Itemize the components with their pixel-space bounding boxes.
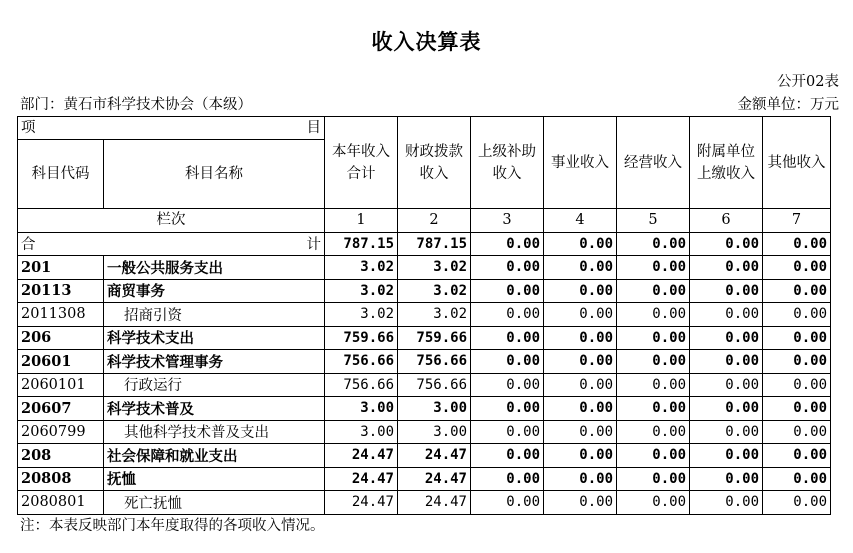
table-header (18, 117, 831, 256)
row-value-7: 0.00 (763, 326, 831, 350)
row-value-6: 0.00 (690, 256, 763, 280)
table-row (18, 444, 831, 468)
row-value-7: 0.00 (763, 491, 831, 515)
row-name: 科学技术管理事务 (104, 350, 325, 374)
row-value-1: 759.66 (325, 326, 398, 350)
row-value-7: 0.00 (763, 420, 831, 444)
header-col-2: 财政拨款收入 (398, 117, 471, 209)
header-xiang: 项 (21, 120, 36, 136)
row-code: 201 (18, 256, 104, 280)
row-value-6: 0.00 (690, 326, 763, 350)
total-value-7: 0.00 (763, 232, 831, 256)
row-value-6: 0.00 (690, 420, 763, 444)
row-value-1: 3.02 (325, 303, 398, 327)
row-code: 20808 (18, 467, 104, 491)
row-value-6: 0.00 (690, 350, 763, 374)
row-value-1: 756.66 (325, 373, 398, 397)
row-code: 206 (18, 326, 104, 350)
row-value-1: 24.47 (325, 444, 398, 468)
row-value-5: 0.00 (617, 326, 690, 350)
row-value-1: 24.47 (325, 491, 398, 515)
row-value-4: 0.00 (544, 326, 617, 350)
row-name: 行政运行 (104, 373, 325, 397)
row-value-1: 24.47 (325, 467, 398, 491)
row-value-5: 0.00 (617, 397, 690, 421)
row-value-7: 0.00 (763, 350, 831, 374)
row-value-7: 0.00 (763, 303, 831, 327)
col-num-3: 3 (471, 209, 544, 233)
row-name: 一般公共服务支出 (104, 256, 325, 280)
row-value-3: 0.00 (471, 303, 544, 327)
table-row (18, 303, 831, 327)
col-num-7: 7 (763, 209, 831, 233)
row-value-7: 0.00 (763, 444, 831, 468)
total-value-6: 0.00 (690, 232, 763, 256)
row-value-2: 3.02 (398, 303, 471, 327)
row-value-1: 3.00 (325, 397, 398, 421)
row-value-4: 0.00 (544, 256, 617, 280)
header-name: 科目名称 (104, 140, 325, 209)
row-value-7: 0.00 (763, 467, 831, 491)
header-col-7: 其他收入 (763, 117, 831, 209)
header-lanci: 栏次 (18, 209, 325, 233)
row-value-2: 756.66 (398, 373, 471, 397)
table-row (18, 420, 831, 444)
row-name: 其他科学技术普及支出 (104, 420, 325, 444)
row-value-2: 3.02 (398, 256, 471, 280)
row-code: 20607 (18, 397, 104, 421)
col-num-4: 4 (544, 209, 617, 233)
department-label: 部门：黄石市科学技术协会（本级） (20, 97, 252, 113)
row-value-5: 0.00 (617, 491, 690, 515)
row-value-6: 0.00 (690, 279, 763, 303)
total-label (18, 232, 325, 256)
row-value-3: 0.00 (471, 491, 544, 515)
header-col-1: 本年收入合计 (325, 117, 398, 209)
row-value-4: 0.00 (544, 467, 617, 491)
unit-label: 金额单位：万元 (737, 97, 839, 113)
row-value-2: 3.00 (398, 397, 471, 421)
row-value-7: 0.00 (763, 397, 831, 421)
total-right: 计 (306, 237, 321, 254)
col-num-2: 2 (398, 209, 471, 233)
row-value-3: 0.00 (471, 467, 544, 491)
row-value-2: 24.47 (398, 467, 471, 491)
header-col-4: 事业收入 (544, 117, 617, 209)
row-value-6: 0.00 (690, 491, 763, 515)
table-row (18, 397, 831, 421)
table-row (18, 279, 831, 303)
row-value-3: 0.00 (471, 256, 544, 280)
row-value-5: 0.00 (617, 256, 690, 280)
total-value-4: 0.00 (544, 232, 617, 256)
row-name: 抚恤 (104, 467, 325, 491)
table-row (18, 256, 831, 280)
header-col-3: 上级补助收入 (471, 117, 544, 209)
row-value-1: 756.66 (325, 350, 398, 374)
row-value-6: 0.00 (690, 303, 763, 327)
row-name: 商贸事务 (104, 279, 325, 303)
row-value-2: 3.00 (398, 420, 471, 444)
row-value-2: 759.66 (398, 326, 471, 350)
row-value-5: 0.00 (617, 279, 690, 303)
row-value-3: 0.00 (471, 397, 544, 421)
table-row (18, 373, 831, 397)
total-row (18, 232, 831, 256)
total-value-3: 0.00 (471, 232, 544, 256)
row-value-5: 0.00 (617, 373, 690, 397)
row-value-4: 0.00 (544, 373, 617, 397)
row-value-4: 0.00 (544, 444, 617, 468)
row-code: 208 (18, 444, 104, 468)
row-value-4: 0.00 (544, 420, 617, 444)
table-body (18, 256, 831, 515)
col-num-6: 6 (690, 209, 763, 233)
row-value-3: 0.00 (471, 444, 544, 468)
row-value-5: 0.00 (617, 420, 690, 444)
table-row (18, 326, 831, 350)
row-value-2: 24.47 (398, 491, 471, 515)
row-value-7: 0.00 (763, 256, 831, 280)
row-value-1: 3.02 (325, 279, 398, 303)
income-table (17, 116, 831, 515)
header-code: 科目代码 (18, 140, 104, 209)
row-value-4: 0.00 (544, 350, 617, 374)
row-value-6: 0.00 (690, 467, 763, 491)
row-name: 死亡抚恤 (104, 491, 325, 515)
table-row (18, 350, 831, 374)
row-name: 科学技术普及 (104, 397, 325, 421)
row-value-5: 0.00 (617, 350, 690, 374)
header-col-6: 附属单位上缴收入 (690, 117, 763, 209)
total-value-2: 787.15 (398, 232, 471, 256)
row-value-2: 756.66 (398, 350, 471, 374)
row-value-1: 3.00 (325, 420, 398, 444)
row-value-4: 0.00 (544, 279, 617, 303)
row-name: 科学技术支出 (104, 326, 325, 350)
row-code: 2080801 (18, 491, 104, 515)
row-value-2: 3.02 (398, 279, 471, 303)
total-value-5: 0.00 (617, 232, 690, 256)
row-value-3: 0.00 (471, 373, 544, 397)
table-row (18, 467, 831, 491)
header-xiang-mu (18, 117, 325, 140)
col-num-5: 5 (617, 209, 690, 233)
row-value-5: 0.00 (617, 303, 690, 327)
row-value-4: 0.00 (544, 397, 617, 421)
row-code: 2060799 (18, 420, 104, 444)
row-value-6: 0.00 (690, 373, 763, 397)
row-value-7: 0.00 (763, 373, 831, 397)
row-value-3: 0.00 (471, 326, 544, 350)
row-code: 2060101 (18, 373, 104, 397)
row-value-6: 0.00 (690, 444, 763, 468)
form-code: 公开02表 (777, 74, 839, 90)
row-value-4: 0.00 (544, 491, 617, 515)
col-num-1: 1 (325, 209, 398, 233)
row-name: 招商引资 (104, 303, 325, 327)
row-code: 2011308 (18, 303, 104, 327)
row-value-3: 0.00 (471, 420, 544, 444)
row-name: 社会保障和就业支出 (104, 444, 325, 468)
row-value-6: 0.00 (690, 397, 763, 421)
row-value-3: 0.00 (471, 279, 544, 303)
row-value-1: 3.02 (325, 256, 398, 280)
footnote: 注：本表反映部门本年度取得的各项收入情况。 (20, 518, 325, 534)
row-value-4: 0.00 (544, 303, 617, 327)
row-code: 20601 (18, 350, 104, 374)
row-value-7: 0.00 (763, 279, 831, 303)
header-col-5: 经营收入 (617, 117, 690, 209)
report-title: 收入决算表 (371, 30, 482, 54)
total-value-1: 787.15 (325, 232, 398, 256)
row-value-5: 0.00 (617, 467, 690, 491)
row-value-2: 24.47 (398, 444, 471, 468)
row-code: 20113 (18, 279, 104, 303)
row-value-5: 0.00 (617, 444, 690, 468)
header-mu: 目 (306, 120, 321, 136)
total-left: 合 (21, 237, 36, 254)
table-row (18, 491, 831, 515)
row-value-3: 0.00 (471, 350, 544, 374)
